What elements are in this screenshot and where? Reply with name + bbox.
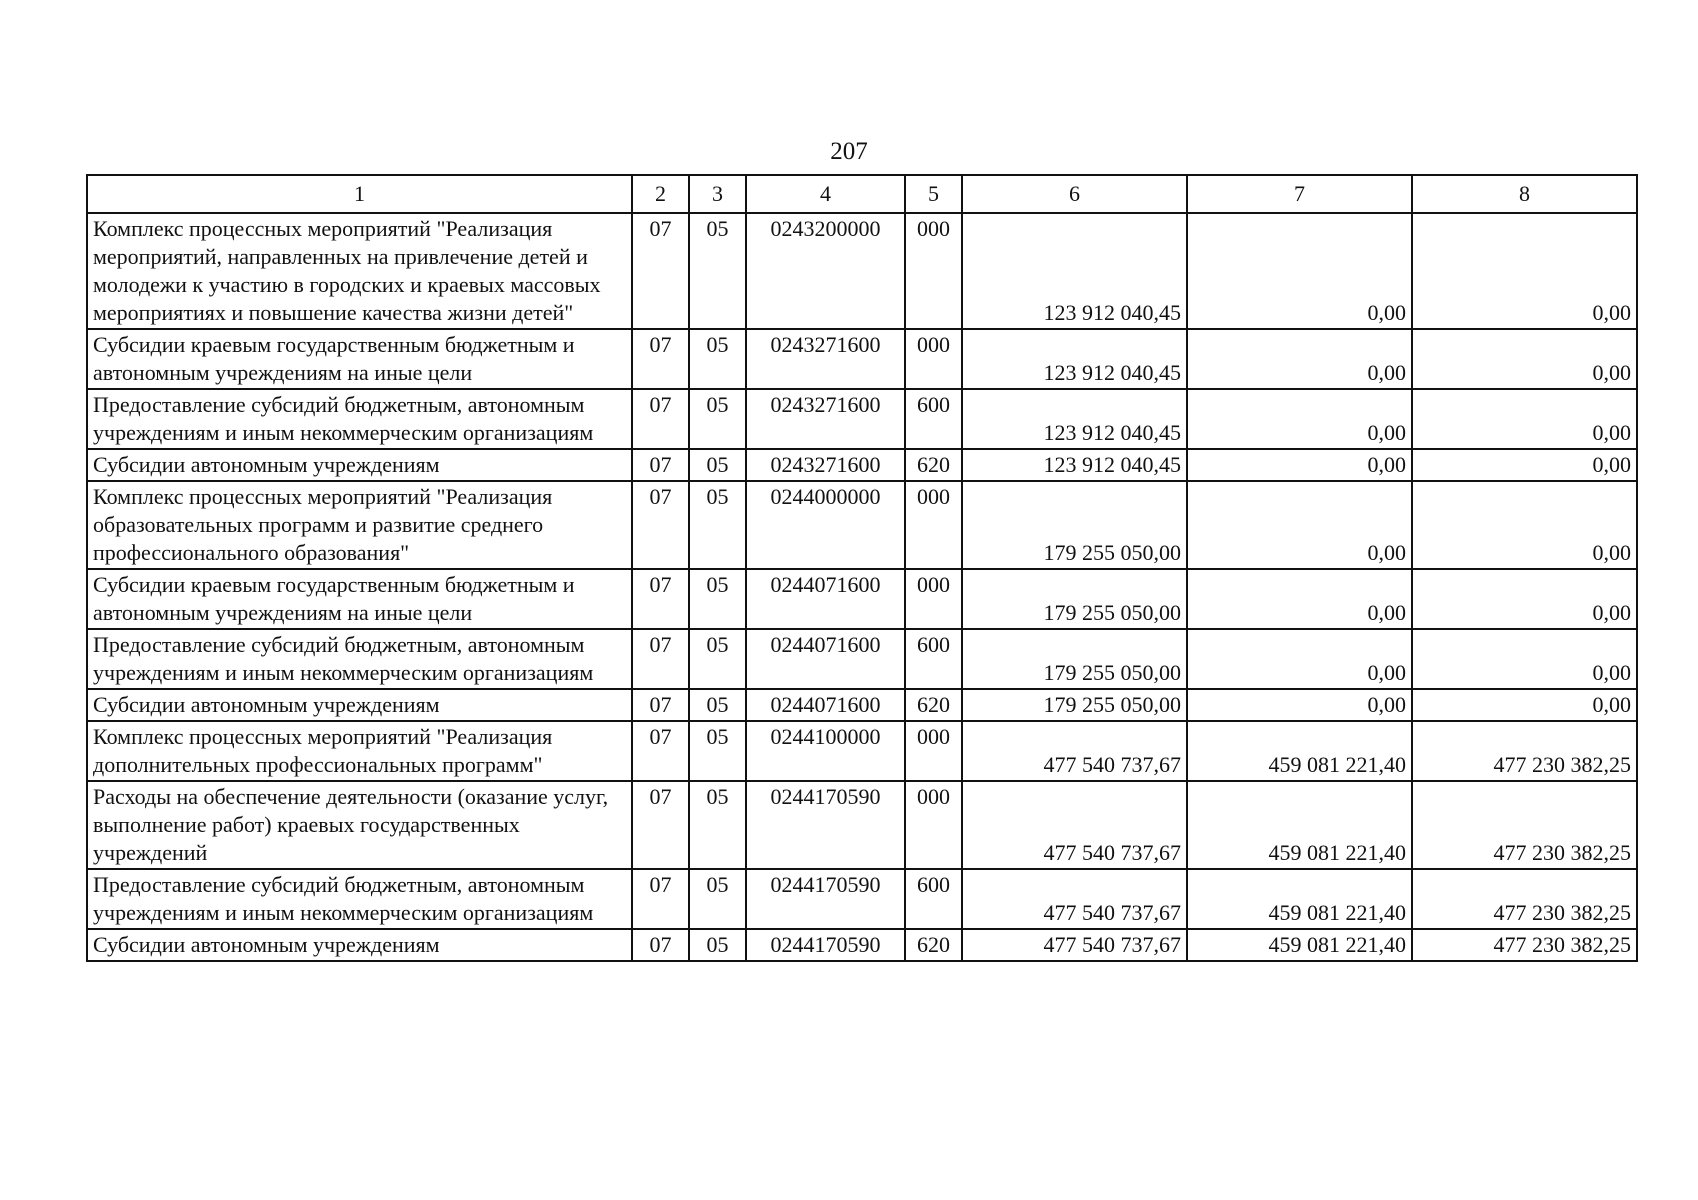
amount-col7-cell: 0,00	[1187, 689, 1412, 721]
amount-col6-cell: 477 540 737,67	[962, 869, 1187, 929]
column-header: 1	[87, 175, 632, 213]
target-article-cell: 0243271600	[746, 449, 905, 481]
amount-col8-cell: 0,00	[1412, 569, 1637, 629]
amount-col6-cell: 477 540 737,67	[962, 781, 1187, 869]
amount-col7-cell: 0,00	[1187, 389, 1412, 449]
subsection-code-cell: 05	[689, 781, 746, 869]
target-article-cell: 0243200000	[746, 213, 905, 329]
row-name-cell: Комплекс процессных мероприятий "Реализация образовательных программ и развитие среднего профессионального образования"	[87, 481, 632, 569]
amount-col7-cell: 0,00	[1187, 213, 1412, 329]
expense-type-cell: 000	[905, 721, 962, 781]
amount-col6-cell: 179 255 050,00	[962, 629, 1187, 689]
subsection-code-cell: 05	[689, 721, 746, 781]
amount-col7-cell: 459 081 221,40	[1187, 929, 1412, 961]
amount-col8-cell: 0,00	[1412, 329, 1637, 389]
target-article-cell: 0244170590	[746, 781, 905, 869]
target-article-cell: 0244071600	[746, 689, 905, 721]
target-article-cell: 0244100000	[746, 721, 905, 781]
amount-col7-cell: 0,00	[1187, 329, 1412, 389]
amount-col6-cell: 179 255 050,00	[962, 481, 1187, 569]
subsection-code-cell: 05	[689, 481, 746, 569]
amount-col6-cell: 179 255 050,00	[962, 689, 1187, 721]
row-name-cell: Предоставление субсидий бюджетным, автономным учреждениям и иным некоммерческим организациям	[87, 389, 632, 449]
amount-col8-cell: 477 230 382,25	[1412, 929, 1637, 961]
expense-type-cell: 000	[905, 481, 962, 569]
section-code-cell: 07	[632, 329, 689, 389]
amount-col7-cell: 459 081 221,40	[1187, 781, 1412, 869]
row-name-cell: Комплекс процессных мероприятий "Реализация мероприятий, направленных на привлечение детей и молодежи к участию в городских и краевых массовых мероприятиях и повышение качества жизни детей"	[87, 213, 632, 329]
amount-col8-cell: 0,00	[1412, 629, 1637, 689]
subsection-code-cell: 05	[689, 869, 746, 929]
subsection-code-cell: 05	[689, 389, 746, 449]
row-name-cell: Субсидии автономным учреждениям	[87, 689, 632, 721]
target-article-cell: 0243271600	[746, 329, 905, 389]
target-article-cell: 0244000000	[746, 481, 905, 569]
subsection-code-cell: 05	[689, 689, 746, 721]
amount-col7-cell: 0,00	[1187, 629, 1412, 689]
table-row	[87, 569, 1637, 629]
amount-col7-cell: 459 081 221,40	[1187, 721, 1412, 781]
row-name-cell: Субсидии автономным учреждениям	[87, 929, 632, 961]
section-code-cell: 07	[632, 389, 689, 449]
amount-col7-cell: 0,00	[1187, 569, 1412, 629]
row-name-cell: Предоставление субсидий бюджетным, автономным учреждениям и иным некоммерческим организациям	[87, 629, 632, 689]
subsection-code-cell: 05	[689, 629, 746, 689]
section-code-cell: 07	[632, 481, 689, 569]
amount-col8-cell: 0,00	[1412, 389, 1637, 449]
row-name-cell: Предоставление субсидий бюджетным, автономным учреждениям и иным некоммерческим организациям	[87, 869, 632, 929]
section-code-cell: 07	[632, 449, 689, 481]
expense-type-cell: 000	[905, 213, 962, 329]
amount-col6-cell: 123 912 040,45	[962, 329, 1187, 389]
amount-col6-cell: 477 540 737,67	[962, 929, 1187, 961]
amount-col6-cell: 123 912 040,45	[962, 213, 1187, 329]
amount-col8-cell: 477 230 382,25	[1412, 781, 1637, 869]
amount-col6-cell: 477 540 737,67	[962, 721, 1187, 781]
amount-col8-cell: 0,00	[1412, 689, 1637, 721]
table-row	[87, 329, 1637, 389]
expense-type-cell: 600	[905, 869, 962, 929]
column-header: 8	[1412, 175, 1637, 213]
table-row	[87, 689, 1637, 721]
row-name-cell: Субсидии краевым государственным бюджетным и автономным учреждениям на иные цели	[87, 329, 632, 389]
column-header: 7	[1187, 175, 1412, 213]
budget-table	[86, 174, 1638, 962]
target-article-cell: 0244071600	[746, 569, 905, 629]
table-row	[87, 389, 1637, 449]
subsection-code-cell: 05	[689, 449, 746, 481]
expense-type-cell: 000	[905, 569, 962, 629]
amount-col8-cell: 0,00	[1412, 449, 1637, 481]
expense-type-cell: 620	[905, 689, 962, 721]
section-code-cell: 07	[632, 213, 689, 329]
expense-type-cell: 000	[905, 781, 962, 869]
subsection-code-cell: 05	[689, 929, 746, 961]
target-article-cell: 0243271600	[746, 389, 905, 449]
expense-type-cell: 000	[905, 329, 962, 389]
row-name-cell: Субсидии автономным учреждениям	[87, 449, 632, 481]
row-name-cell: Субсидии краевым государственным бюджетным и автономным учреждениям на иные цели	[87, 569, 632, 629]
amount-col8-cell: 0,00	[1412, 481, 1637, 569]
subsection-code-cell: 05	[689, 213, 746, 329]
table-row	[87, 781, 1637, 869]
subsection-code-cell: 05	[689, 569, 746, 629]
section-code-cell: 07	[632, 629, 689, 689]
header-row	[87, 175, 1637, 213]
table-row	[87, 449, 1637, 481]
target-article-cell: 0244071600	[746, 629, 905, 689]
page-number: 207	[830, 138, 868, 165]
table-row	[87, 481, 1637, 569]
row-name-cell: Комплекс процессных мероприятий "Реализация дополнительных профессиональных программ"	[87, 721, 632, 781]
section-code-cell: 07	[632, 689, 689, 721]
amount-col7-cell: 0,00	[1187, 481, 1412, 569]
table-row	[87, 629, 1637, 689]
amount-col6-cell: 123 912 040,45	[962, 389, 1187, 449]
column-header: 6	[962, 175, 1187, 213]
amount-col8-cell: 0,00	[1412, 213, 1637, 329]
target-article-cell: 0244170590	[746, 869, 905, 929]
amount-col7-cell: 459 081 221,40	[1187, 869, 1412, 929]
amount-col8-cell: 477 230 382,25	[1412, 869, 1637, 929]
expense-type-cell: 620	[905, 929, 962, 961]
subsection-code-cell: 05	[689, 329, 746, 389]
table-row	[87, 721, 1637, 781]
row-name-cell: Расходы на обеспечение деятельности (оказание услуг, выполнение работ) краевых государственных учреждений	[87, 781, 632, 869]
amount-col8-cell: 477 230 382,25	[1412, 721, 1637, 781]
expense-type-cell: 600	[905, 629, 962, 689]
amount-col6-cell: 179 255 050,00	[962, 569, 1187, 629]
column-header: 3	[689, 175, 746, 213]
table-row	[87, 869, 1637, 929]
expense-type-cell: 620	[905, 449, 962, 481]
target-article-cell: 0244170590	[746, 929, 905, 961]
table-row	[87, 213, 1637, 329]
amount-col6-cell: 123 912 040,45	[962, 449, 1187, 481]
section-code-cell: 07	[632, 869, 689, 929]
expense-type-cell: 600	[905, 389, 962, 449]
column-header: 2	[632, 175, 689, 213]
section-code-cell: 07	[632, 569, 689, 629]
section-code-cell: 07	[632, 929, 689, 961]
amount-col7-cell: 0,00	[1187, 449, 1412, 481]
section-code-cell: 07	[632, 781, 689, 869]
column-header: 4	[746, 175, 905, 213]
table-row	[87, 929, 1637, 961]
section-code-cell: 07	[632, 721, 689, 781]
column-header: 5	[905, 175, 962, 213]
